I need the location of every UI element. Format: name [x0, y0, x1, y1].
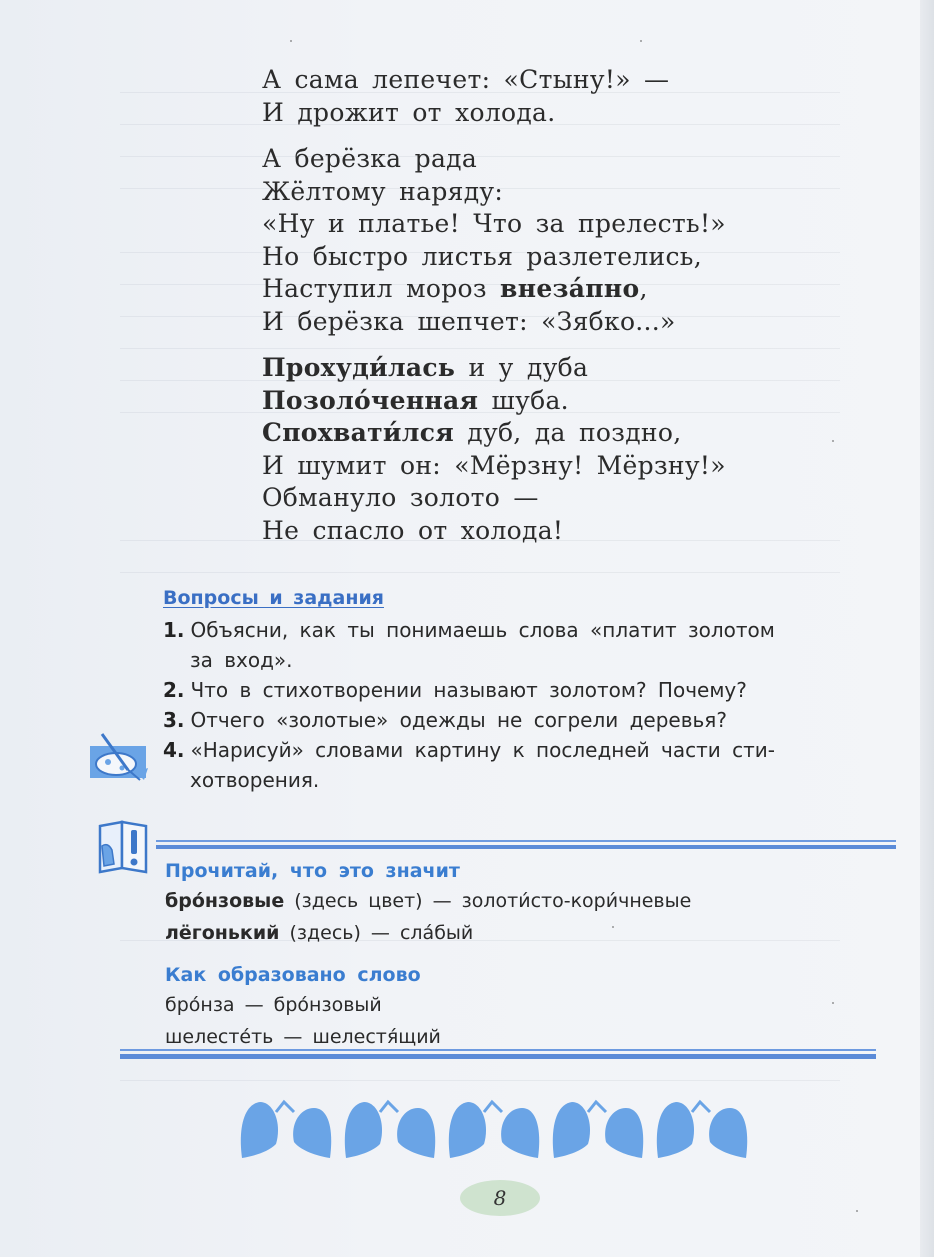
scan-speck [612, 926, 614, 928]
section-divider-bottom [120, 1049, 876, 1059]
poem-line: Жёлтому наряду: [262, 176, 504, 206]
question-item [163, 705, 883, 735]
page-number: 8 [493, 1186, 507, 1210]
poem [262, 64, 726, 561]
poem-line [262, 273, 726, 306]
definition-text: (здесь цвет) — золоти́сто-кори́чневые [284, 890, 692, 912]
poem-line: И шумит он: «Мёрзну! Мёрзну!» [262, 450, 726, 480]
question-text: Объясни, как ты понимаешь слова «платит золотом [190, 618, 775, 642]
leaf-pair-icon [654, 1098, 750, 1160]
poem-stanza-1 [262, 64, 726, 129]
question-number: 3. [163, 708, 185, 732]
scan-speck [832, 440, 834, 442]
poem-text: шуба. [478, 385, 569, 415]
question-text: Что в стихотворении называют золотом? Почему? [190, 678, 747, 702]
poem-line: Обмануло золото — [262, 483, 539, 512]
highlighted-word: Позоло́ченная [262, 385, 479, 415]
poem-line: И берёзка шепчет: «Зябко...» [262, 306, 676, 336]
question-item [163, 735, 883, 795]
poem-line: А сама лепечет: «Стыну!» — [262, 65, 670, 94]
question-text-continued: за вход». [190, 648, 293, 672]
highlighted-word: внеза́пно [500, 274, 640, 303]
scan-speck [856, 1210, 858, 1212]
question-text: Отчего «золотые» одежды не согрели деревья? [190, 708, 727, 732]
poem-line: А берёзка рада [262, 144, 478, 173]
meaning-title: Прочитай, что это значит [165, 860, 460, 882]
leaf-ornament [238, 1098, 758, 1160]
formation-title: Как образовано слово [165, 964, 421, 986]
defined-word: бро́нзовые [165, 890, 285, 912]
bleed-through-line [120, 572, 840, 573]
formation-line: бро́нза — бро́нзовый [165, 994, 382, 1016]
questions-title: Вопросы и задания [163, 587, 384, 609]
poem-line [262, 385, 726, 418]
highlighted-word: Спохвати́лся [262, 418, 454, 447]
section-divider-top [156, 840, 896, 849]
leaf-pair-icon [550, 1098, 646, 1160]
definition-line [165, 917, 885, 949]
question-text: «Нарисуй» словами картину к последней части сти- [190, 738, 775, 762]
defined-word: лёгонький [165, 922, 280, 944]
poem-text: дуб, да поздно, [454, 418, 682, 447]
question-item [163, 615, 883, 675]
poem-stanza-3 [262, 352, 726, 547]
leaf-pair-icon [342, 1098, 438, 1160]
poem-text: , [639, 274, 648, 303]
highlighted-word: Прохуди́лась [262, 353, 456, 382]
definition-line [165, 885, 885, 917]
poem-stanza-2 [262, 143, 726, 338]
vocabulary-body [165, 857, 885, 1053]
scan-speck [640, 40, 642, 42]
questions-section [163, 587, 883, 795]
question-number: 1. [163, 618, 185, 642]
poem-line [262, 417, 726, 450]
poem-text: и у дуба [455, 353, 589, 382]
question-text-continued: хотворения. [190, 768, 320, 792]
scan-speck [290, 40, 292, 42]
bleed-through-line [120, 1080, 840, 1081]
leaf-pair-icon [446, 1098, 542, 1160]
page-edge-shadow [920, 0, 934, 1257]
leaf-pair-icon [238, 1098, 334, 1160]
palette-brush-icon [88, 732, 154, 784]
scan-speck [832, 1002, 834, 1004]
formation-line: шелесте́ть — шелестя́щий [165, 1026, 441, 1048]
question-number: 4. [163, 738, 185, 762]
poem-line: И дрожит от холода. [262, 97, 556, 127]
poem-line [262, 352, 726, 385]
poem-line: Не спасло от холода! [262, 515, 564, 545]
question-number: 2. [163, 678, 185, 702]
question-item [163, 675, 883, 705]
definition-text: (здесь) — сла́бый [279, 922, 474, 944]
questions-list [163, 615, 883, 795]
poem-line: «Ну и платье! Что за прелесть!» [262, 209, 726, 238]
poem-line: Но быстро листья разлетелись, [262, 241, 702, 271]
poem-text: Наступил мороз [262, 274, 501, 303]
open-book-exclamation-icon [96, 816, 156, 876]
page-number-badge [460, 1180, 540, 1216]
